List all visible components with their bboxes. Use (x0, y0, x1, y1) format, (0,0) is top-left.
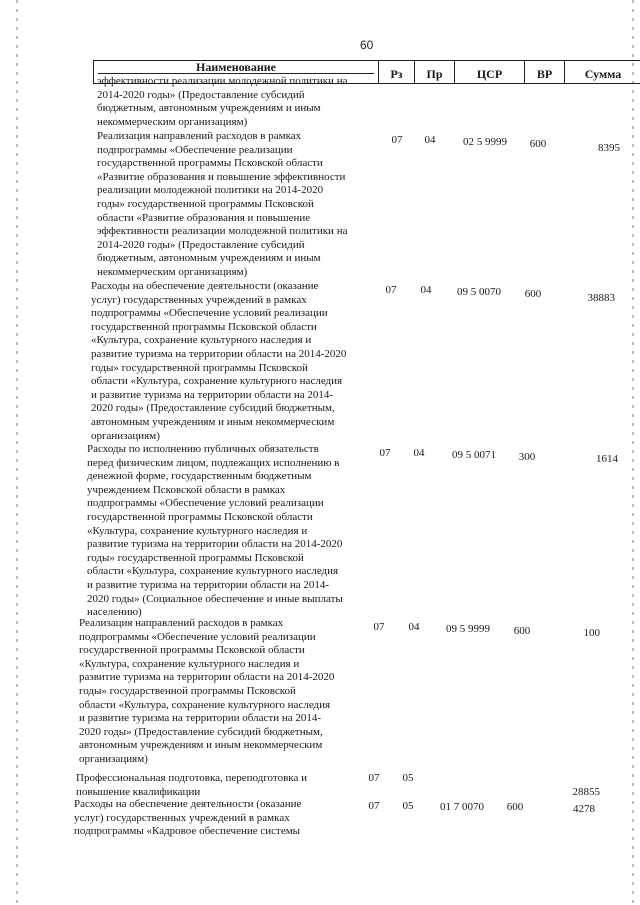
row-rz: 07 (368, 800, 380, 812)
row-csr: 09 5 0071 (452, 449, 496, 461)
header-rz: Рз (378, 61, 414, 83)
row-pr: 05 (402, 772, 414, 784)
row-name: эффективности реализации молодежной политики на 2014-2020 годы» (Предоставление субсидий бюджетным, автономным учреждениям и иным некоммерческим организациям) (97, 75, 348, 128)
page-number: 60 (360, 38, 374, 52)
header-pr: Пр (414, 61, 454, 83)
row-rz: 07 (373, 621, 385, 633)
row-pr: 04 (408, 621, 420, 633)
row-sum: 28855 (572, 786, 600, 798)
row-rz: 07 (368, 772, 380, 784)
row-vr: 600 (513, 625, 531, 637)
header-sum: Сумма (564, 61, 640, 83)
row-csr: 01 7 0070 (440, 801, 484, 813)
row-csr: 09 5 0070 (457, 286, 501, 298)
row-vr: 300 (518, 451, 536, 463)
row-sum: 100 (583, 627, 600, 639)
scan-edge-left (16, 0, 18, 905)
header-csr: ЦСР (454, 61, 524, 83)
row-rz: 07 (391, 134, 403, 146)
row-vr: 600 (524, 288, 542, 300)
row-name: Профессиональная подготовка, переподготовка и повышение квалификации (76, 772, 307, 798)
row-pr: 04 (424, 134, 436, 146)
scan-edge-right (632, 0, 634, 905)
row-sum: 4278 (573, 803, 595, 815)
header-name: Наименование (94, 61, 378, 83)
row-pr: 04 (420, 284, 432, 296)
row-rz: 07 (385, 284, 397, 296)
row-csr: 09 5 9999 (446, 623, 490, 635)
row-name: Расходы на обеспечение деятельности (оказание услуг) государственных учреждений в рамках подпрограммы «Кадровое обеспечение системы (74, 798, 302, 838)
row-name: Расходы по исполнению публичных обязательств перед физическим лицом, подлежащих исполнению в денежной форме, государственным бюджетным учреждением Псковской области в рамках подпрограммы «Обеспечение условий реализации государственной программы Псковской области «Культура, сохранение культурного наследия и развитие туризма на территории области на 2014-2020 годы» государственной программы Псковской области «Культура, сохранение культурного наследия и развитие туризма на территории области на 2014- 2020 годы» (Социальное обеспечение и иные выплаты населению) (87, 443, 343, 619)
row-pr: 05 (402, 800, 414, 812)
row-name: Реализация направлений расходов в рамках подпрограммы «Обеспечение реализации государственной программы Псковской области «Развитие образования и повышение эффективности реализации молодежной политики на 2014-2020 годы» государственной программы Псковской области «Развитие образования и повышение эффективности реализации молодежной политики на 2014-2020 годы» (Предоставление субсидий бюджетным, автономным учреждениям и иным некоммерческим организациям) (97, 130, 348, 278)
row-vr: 600 (529, 138, 547, 150)
header-vr: ВР (524, 61, 564, 83)
row-csr: 02 5 9999 (463, 136, 507, 148)
row-rz: 07 (379, 447, 391, 459)
row-vr: 600 (506, 801, 524, 813)
row-pr: 04 (413, 447, 425, 459)
row-sum: 8395 (598, 142, 620, 154)
row-sum: 38883 (587, 292, 615, 304)
row-name: Расходы на обеспечение деятельности (оказание услуг) государственных учреждений в рамках подпрограммы «Обеспечение условий реализации государственной программы Псковской области «Культура, сохранение культурного наследия и развитие туризма на территории области на 2014-2020 годы» государственной программы Псковской области «Культура, сохранение культурного наследия и развитие туризма на территории области на 2014- 2020 годы» (Предоставление субсидий бюджетным, автономным учреждениям и иным некоммерческим организациям) (91, 280, 347, 442)
row-sum: 1614 (596, 453, 618, 465)
row-name: Реализация направлений расходов в рамках подпрограммы «Обеспечение условий реализации государственной программы Псковской области «Культура, сохранение культурного наследия и развитие туризма на территории области на 2014-2020 годы» государственной программы Псковской области «Культура, сохранение культурного наследия и развитие туризма на территории области на 2014- 2020 годы» (Предоставление субсидий бюджетным, автономным учреждениям и иным некоммерческим организациям) (79, 617, 335, 765)
